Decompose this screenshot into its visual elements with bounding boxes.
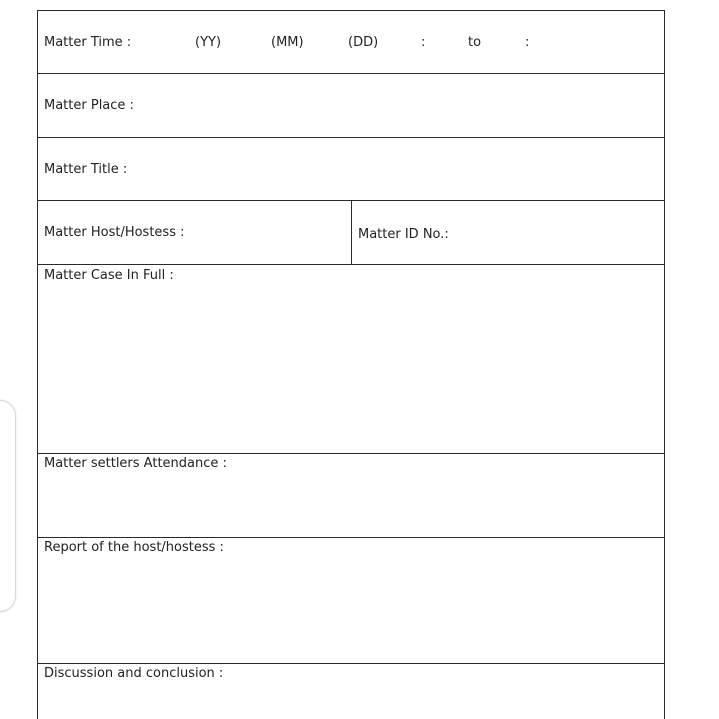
matter-title-label: Matter Title : [44,162,128,177]
matter-place-label: Matter Place : [44,98,134,113]
year-field-label: (YY) [195,35,222,50]
host-report-label: Report of the host/hostess : [44,540,224,555]
time-to-label: to [468,35,482,50]
month-field-label: (MM) [271,35,304,50]
matter-case-row [38,265,664,454]
matter-place-row [38,74,664,138]
side-frame-edge [0,400,16,612]
matter-host-row [38,201,664,265]
discussion-label: Discussion and conclusion : [44,666,224,681]
matter-time-label: Matter Time : [44,35,132,50]
matter-title-row [38,138,664,201]
matter-host-label: Matter Host/Hostess : [44,225,185,240]
settlers-attendance-label: Matter settlers Attendance : [44,456,227,471]
day-field-label: (DD) [348,35,379,50]
matter-case-label: Matter Case In Full : [44,268,174,283]
matter-id-label: Matter ID No.: [358,227,449,242]
start-time-colon: : [421,35,426,50]
host-id-divider [351,201,352,265]
matter-record-form [37,10,665,719]
matter-time-row [38,11,664,74]
host-report-row [38,538,664,664]
discussion-row [38,664,664,719]
settlers-attendance-row [38,454,664,538]
end-time-colon: : [525,35,530,50]
